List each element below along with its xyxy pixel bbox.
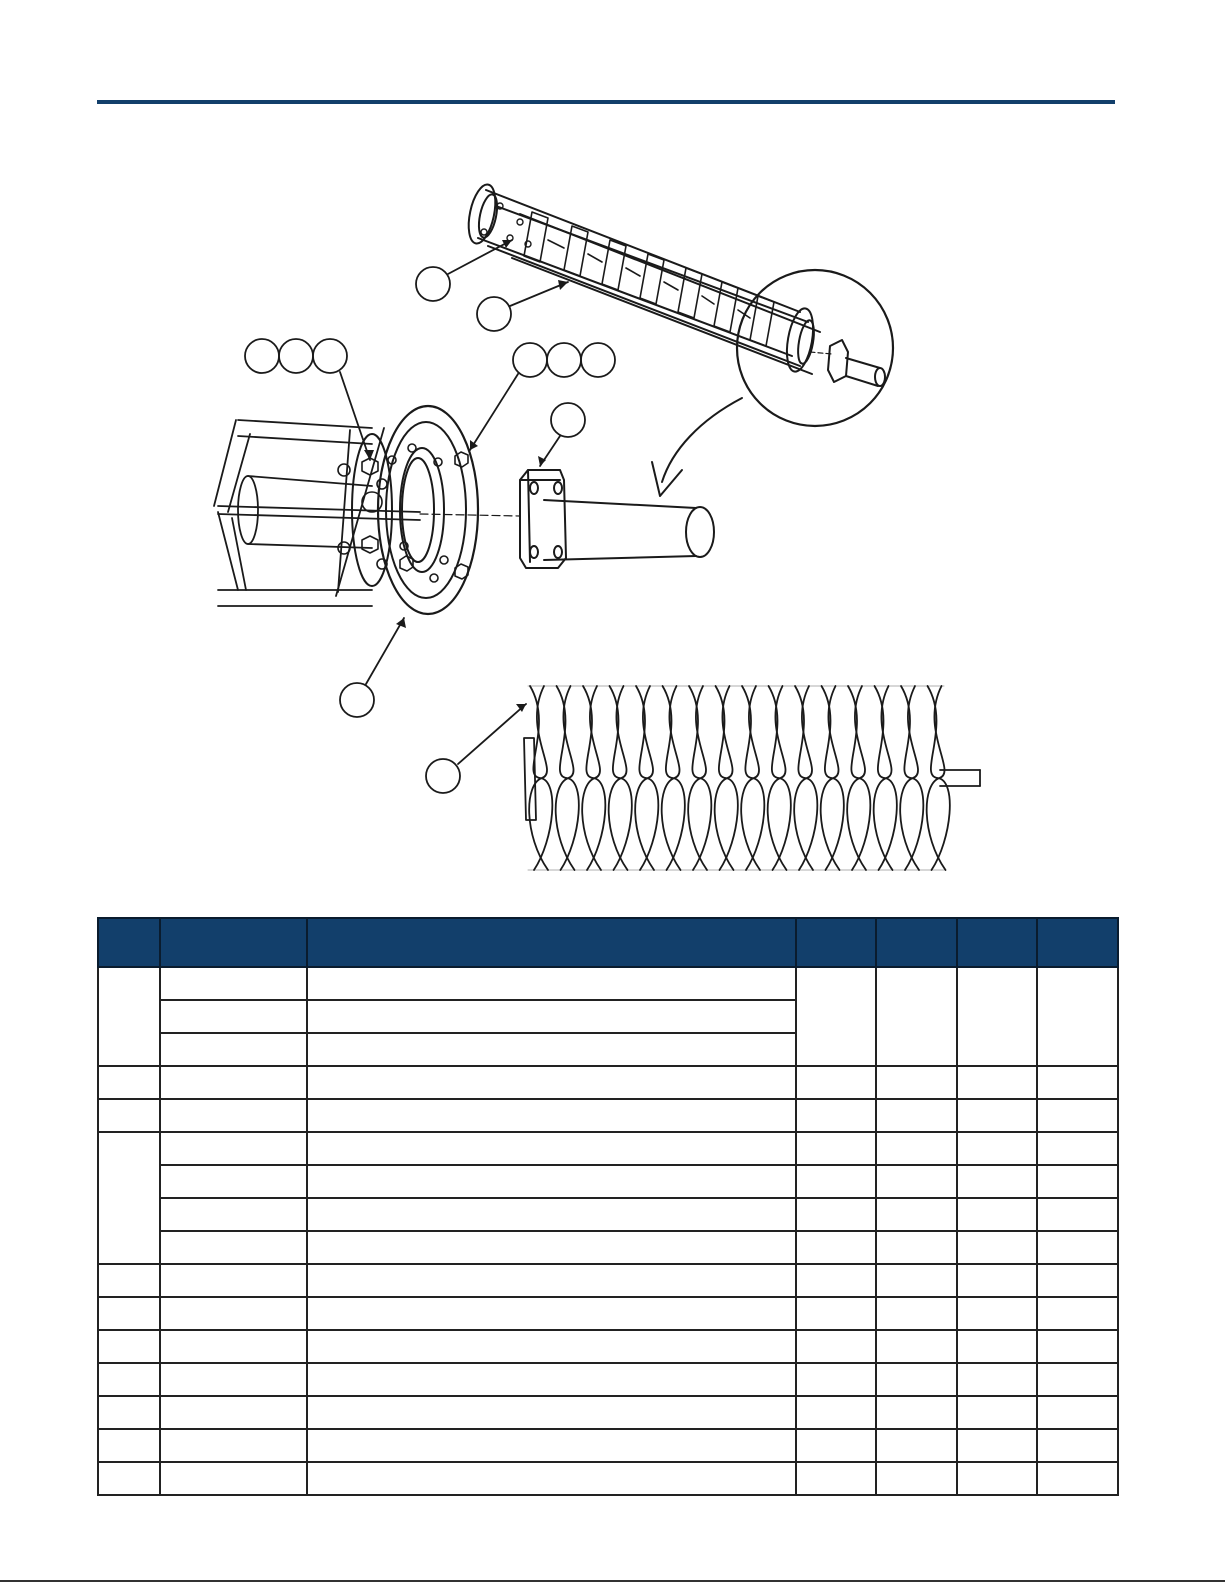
table-cell [796, 1363, 877, 1396]
table-cell [1037, 1429, 1118, 1462]
table-cell [160, 1132, 307, 1165]
table-cell [876, 1264, 957, 1297]
table-row [98, 1363, 1118, 1396]
table-cell [796, 1099, 877, 1132]
header-cell [307, 918, 795, 967]
table-cell [160, 1198, 307, 1231]
table-cell [160, 1429, 307, 1462]
table-cell [307, 1297, 795, 1330]
table-cell [796, 967, 877, 1066]
table-row [98, 967, 1118, 1000]
table-cell [307, 1330, 795, 1363]
table-row [98, 1330, 1118, 1363]
table-cell [957, 1297, 1038, 1330]
table-cell [796, 1396, 877, 1429]
table-cell [876, 1297, 957, 1330]
header-cell [98, 918, 160, 967]
table-cell [876, 1099, 957, 1132]
table-cell [796, 1231, 877, 1264]
table-cell [307, 1429, 795, 1462]
table-cell [957, 1462, 1038, 1495]
table-row [98, 1429, 1118, 1462]
table-cell [98, 967, 160, 1066]
footer-rule [0, 1580, 1225, 1582]
table-cell [98, 1429, 160, 1462]
table-cell [1037, 1462, 1118, 1495]
table-cell [1037, 1099, 1118, 1132]
header-cell [796, 918, 877, 967]
table-cell [796, 1462, 877, 1495]
table-cell [160, 1462, 307, 1495]
table-cell [98, 1462, 160, 1495]
table-cell [957, 1198, 1038, 1231]
table-cell [796, 1066, 877, 1099]
table-cell [876, 1198, 957, 1231]
table-cell [160, 1396, 307, 1429]
table-cell [876, 1132, 957, 1165]
table-cell [876, 1066, 957, 1099]
table-row [98, 1396, 1118, 1429]
table-cell [160, 1264, 307, 1297]
table-cell [796, 1198, 877, 1231]
table-cell [98, 1363, 160, 1396]
table-cell [98, 1330, 160, 1363]
table-cell [957, 1363, 1038, 1396]
table-cell [876, 1363, 957, 1396]
cage-assembly-overview [464, 182, 893, 496]
table-cell [98, 1132, 160, 1264]
table-cell [98, 1396, 160, 1429]
parts-list-table [97, 917, 1119, 1496]
table-cell [307, 1198, 795, 1231]
table-cell [1037, 1132, 1118, 1165]
table-cell [160, 1363, 307, 1396]
table-cell [796, 1330, 877, 1363]
table-cell [1037, 1066, 1118, 1099]
table-cell [98, 1099, 160, 1132]
table-cell [307, 967, 795, 1000]
table-row [98, 1462, 1118, 1495]
table-cell [160, 1231, 307, 1264]
table-row [98, 1165, 1118, 1198]
table-cell [796, 1264, 877, 1297]
table-cell [1037, 1330, 1118, 1363]
header-cell [876, 918, 957, 967]
table-cell [1037, 1363, 1118, 1396]
table-cell [160, 1297, 307, 1330]
table-cell [957, 1066, 1038, 1099]
table-cell [957, 1429, 1038, 1462]
header-cell [160, 918, 307, 967]
table-cell [796, 1132, 877, 1165]
table-cell [957, 1099, 1038, 1132]
table-cell [160, 1033, 307, 1066]
table-row [98, 1231, 1118, 1264]
table-cell [307, 1462, 795, 1495]
table-cell [307, 1165, 795, 1198]
table-cell [957, 1231, 1038, 1264]
table-row [98, 1099, 1118, 1132]
table-cell [876, 967, 957, 1066]
table-row [98, 1132, 1118, 1165]
table-row [98, 1066, 1118, 1099]
table-cell [876, 1396, 957, 1429]
flange-shaft-exploded-view [214, 406, 714, 614]
table-cell [98, 1066, 160, 1099]
table-cell [307, 1363, 795, 1396]
table-cell [307, 1396, 795, 1429]
table-cell [876, 1429, 957, 1462]
table-row [98, 1264, 1118, 1297]
table-cell [957, 1132, 1038, 1165]
table-row [98, 1198, 1118, 1231]
table-cell [1037, 1165, 1118, 1198]
table-cell [98, 1264, 160, 1297]
table-cell [160, 1000, 307, 1033]
table-cell [796, 1165, 877, 1198]
table-row [98, 1297, 1118, 1330]
wave-disc-roller [524, 686, 980, 870]
table-cell [1037, 1396, 1118, 1429]
table-cell [1037, 967, 1118, 1066]
table-cell [1037, 1297, 1118, 1330]
table-cell [307, 1264, 795, 1297]
table-cell [1037, 1198, 1118, 1231]
table-cell [160, 967, 307, 1000]
table-cell [876, 1330, 957, 1363]
table-cell [796, 1297, 877, 1330]
table-cell [1037, 1231, 1118, 1264]
table-cell [796, 1429, 877, 1462]
table-cell [307, 1132, 795, 1165]
table-cell [876, 1165, 957, 1198]
table-cell [957, 1165, 1038, 1198]
table-cell [957, 967, 1038, 1066]
table-cell [160, 1066, 307, 1099]
table-cell [957, 1330, 1038, 1363]
table-cell [160, 1165, 307, 1198]
table-cell [957, 1396, 1038, 1429]
table-cell [307, 1033, 795, 1066]
table-cell [307, 1099, 795, 1132]
table-cell [307, 1066, 795, 1099]
header-cell [1037, 918, 1118, 967]
table-cell [307, 1000, 795, 1033]
table-cell [957, 1264, 1038, 1297]
table-cell [160, 1330, 307, 1363]
header-cell [957, 918, 1038, 967]
table-cell [307, 1231, 795, 1264]
table-header-row [98, 918, 1118, 967]
leader-arrowheads [364, 240, 568, 712]
table-cell [98, 1297, 160, 1330]
table-cell [876, 1231, 957, 1264]
table-cell [1037, 1264, 1118, 1297]
table-cell [876, 1462, 957, 1495]
table-cell [160, 1099, 307, 1132]
